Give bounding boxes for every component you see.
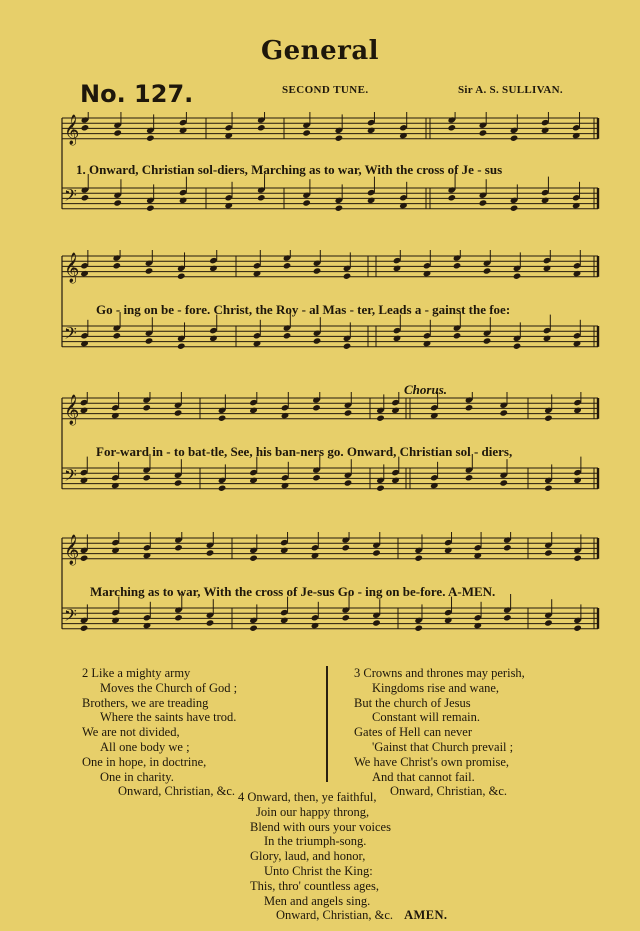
music-system-2	[0, 250, 640, 390]
note-head	[206, 549, 215, 556]
bass-clef-icon: 𝄢	[64, 185, 77, 209]
note-head	[430, 482, 439, 489]
verse-line: 3 Crowns and thrones may perish,	[354, 666, 525, 680]
hymn-number: No. 127.	[80, 80, 194, 108]
note-head	[341, 544, 350, 551]
verse-line: 4 Onward, then, ye faithful,	[238, 790, 377, 804]
verse-line: Brothers, we are treading	[82, 695, 209, 710]
note-head	[145, 267, 154, 274]
note-head	[206, 619, 215, 626]
note-head	[453, 262, 462, 269]
verse-line: 'Gainst that Church prevail ;	[372, 739, 514, 754]
verse-4	[238, 790, 447, 923]
note-head	[513, 343, 522, 350]
note-head	[80, 555, 89, 562]
verse-line: Gates of Hell can never	[354, 725, 472, 740]
note-head	[111, 482, 120, 489]
note-head	[335, 205, 344, 212]
note-head	[573, 340, 582, 347]
note-head	[283, 332, 292, 339]
note-head	[573, 555, 582, 562]
note-head	[174, 409, 183, 416]
lyrics-line-3: For-ward in - to bat-tle, See, his ban-ners go. Onward, Christian sol - diers,	[96, 444, 513, 459]
note-head	[444, 547, 453, 554]
note-head	[253, 270, 262, 277]
note-head	[544, 485, 553, 492]
treble-clef-icon: 𝄞	[64, 253, 80, 283]
note-head	[218, 485, 227, 492]
note-head	[249, 407, 258, 414]
note-head	[344, 479, 353, 486]
verse-line: But the church of Jesus	[354, 695, 471, 710]
note-head	[249, 555, 258, 562]
note-head	[573, 477, 582, 484]
verse-line: Moves the Church of God ;	[100, 680, 238, 695]
note-head	[146, 135, 155, 142]
note-head	[399, 202, 408, 209]
note-head	[312, 474, 321, 481]
note-head	[376, 415, 385, 422]
note-head	[257, 124, 266, 131]
verse-refrain	[238, 908, 447, 923]
note-head	[111, 547, 120, 554]
verse-3	[354, 666, 525, 799]
note-head	[281, 482, 290, 489]
note-head	[391, 407, 400, 414]
note-head	[179, 127, 188, 134]
verse-line: Constant will remain.	[372, 710, 480, 725]
lyrics-line-1: 1. Onward, Christian sol-diers, Marching as to war, With the cross of Je - sus	[76, 162, 503, 177]
verse-line: One in charity.	[100, 769, 174, 784]
lyrics-line-4: Marching as to war, With the cross of Je-sus Go - ing on be-fore. A-MEN.	[90, 584, 496, 599]
note-head	[80, 625, 89, 632]
bass-clef-icon: 𝄢	[64, 465, 77, 489]
music-system-3	[0, 392, 640, 532]
staff-group-2	[0, 250, 640, 390]
note-head	[177, 343, 186, 350]
verse-line: Glory, laud, and honor,	[250, 849, 366, 864]
note-head	[111, 412, 120, 419]
note-head	[111, 617, 120, 624]
verse-2	[82, 666, 237, 799]
note-head	[372, 549, 381, 556]
note-head	[541, 127, 550, 134]
note-head	[499, 409, 508, 416]
note-head	[393, 265, 402, 272]
note-head	[283, 262, 292, 269]
staff-group-3	[0, 392, 640, 532]
lyrics-line-2: Go - ing on be - fore. Christ, the Roy - al Mas - ter, Leads a - gainst the foe:	[96, 302, 511, 317]
treble-clef-icon: 𝄞	[64, 535, 80, 565]
note-head	[503, 614, 512, 621]
chorus-label: Chorus.	[404, 382, 447, 397]
note-head	[174, 614, 183, 621]
verse-line: All one body we ;	[100, 739, 190, 754]
note-head	[218, 415, 227, 422]
note-head	[544, 619, 553, 626]
note-head	[479, 129, 488, 136]
amen-label: AMEN.	[404, 908, 448, 923]
note-head	[313, 267, 322, 274]
note-head	[80, 340, 89, 347]
verse-line: Men and angels sing.	[264, 893, 371, 908]
verse-line: Unto Christ the King:	[264, 863, 373, 878]
note-head	[510, 135, 519, 142]
verse-refrain: Onward, Christian, &c.	[118, 784, 235, 799]
note-head	[224, 202, 233, 209]
note-head	[253, 340, 262, 347]
note-head	[448, 194, 457, 201]
treble-clef-icon: 𝄞	[64, 115, 80, 145]
note-head	[81, 194, 90, 201]
note-head	[391, 477, 400, 484]
bass-clef-icon: 𝄢	[64, 605, 77, 629]
staff-group-4	[0, 532, 640, 672]
note-head	[543, 335, 552, 342]
note-head	[80, 477, 89, 484]
note-head	[113, 262, 122, 269]
column-divider	[326, 666, 328, 782]
note-head	[343, 273, 352, 280]
note-head	[145, 337, 154, 344]
note-head	[344, 409, 353, 416]
note-head	[423, 270, 432, 277]
note-head	[572, 132, 581, 139]
note-head	[312, 404, 321, 411]
note-head	[499, 479, 508, 486]
verse-line: Where the saints have trod.	[100, 710, 237, 725]
note-head	[81, 124, 90, 131]
note-head	[510, 205, 519, 212]
verse-line: 2 Like a mighty army	[82, 666, 191, 680]
note-head	[513, 273, 522, 280]
bass-clef-icon: 𝄢	[64, 323, 77, 347]
verse-line: And that cannot fail.	[372, 769, 475, 784]
note-head	[372, 619, 381, 626]
note-head	[143, 622, 152, 629]
note-head	[209, 335, 218, 342]
note-head	[80, 270, 89, 277]
verse-refrain: Onward, Christian, &c.	[390, 784, 507, 799]
note-head	[453, 332, 462, 339]
note-head	[113, 199, 122, 206]
note-head	[341, 614, 350, 621]
note-head	[80, 407, 89, 414]
note-head	[444, 617, 453, 624]
note-head	[479, 199, 488, 206]
note-head	[113, 129, 122, 136]
note-head	[280, 617, 289, 624]
note-head	[343, 343, 352, 350]
tune-name: SECOND TUNE.	[282, 84, 369, 96]
note-head	[465, 474, 474, 481]
note-head	[335, 135, 344, 142]
note-head	[423, 340, 432, 347]
note-head	[142, 404, 151, 411]
note-head	[544, 415, 553, 422]
composer-name: Sir A. S. SULLIVAN.	[458, 84, 563, 96]
note-head	[311, 552, 320, 559]
note-head	[483, 337, 492, 344]
note-head	[541, 197, 550, 204]
note-head	[146, 205, 155, 212]
note-head	[249, 477, 258, 484]
note-head	[465, 404, 474, 411]
note-head	[393, 335, 402, 342]
note-head	[179, 197, 188, 204]
note-head	[302, 129, 311, 136]
note-head	[311, 622, 320, 629]
note-head	[474, 552, 483, 559]
note-head	[572, 202, 581, 209]
music-system-4	[0, 532, 640, 672]
verse-line: One in hope, in doctrine,	[82, 754, 207, 769]
note-head	[249, 625, 258, 632]
note-head	[224, 132, 233, 139]
section-title: General	[260, 36, 380, 66]
note-head	[573, 625, 582, 632]
staff-group-1	[0, 112, 640, 252]
note-head	[483, 267, 492, 274]
verse-line: In the triumph-song.	[264, 834, 367, 849]
note-head	[448, 124, 457, 131]
verse-line: We are not divided,	[82, 725, 180, 740]
note-head	[257, 194, 266, 201]
note-head	[177, 273, 186, 280]
note-head	[543, 265, 552, 272]
note-head	[313, 337, 322, 344]
note-head	[281, 412, 290, 419]
verse-refrain-text: Onward, Christian, &c.	[276, 908, 393, 923]
verse-line: Blend with ours your voices	[250, 819, 391, 834]
note-head	[142, 474, 151, 481]
verse-line: Join our happy throng,	[256, 804, 370, 819]
note-head	[376, 485, 385, 492]
note-head	[474, 622, 483, 629]
note-head	[302, 199, 311, 206]
verse-line: This, thro' countless ages,	[250, 878, 379, 893]
verse-line: We have Christ's own promise,	[354, 754, 510, 769]
treble-clef-icon: 𝄞	[64, 395, 80, 425]
verse-line: Kingdoms rise and wane,	[372, 680, 500, 695]
note-head	[113, 332, 122, 339]
note-head	[209, 265, 218, 272]
note-head	[280, 547, 289, 554]
note-head	[367, 197, 376, 204]
note-head	[503, 544, 512, 551]
note-head	[414, 555, 423, 562]
note-head	[174, 479, 183, 486]
note-head	[399, 132, 408, 139]
note-head	[544, 549, 553, 556]
note-head	[573, 270, 582, 277]
note-head	[174, 544, 183, 551]
note-head	[414, 625, 423, 632]
note-head	[430, 412, 439, 419]
music-system-1	[0, 112, 640, 252]
note-head	[367, 127, 376, 134]
note-head	[143, 552, 152, 559]
note-head	[573, 407, 582, 414]
